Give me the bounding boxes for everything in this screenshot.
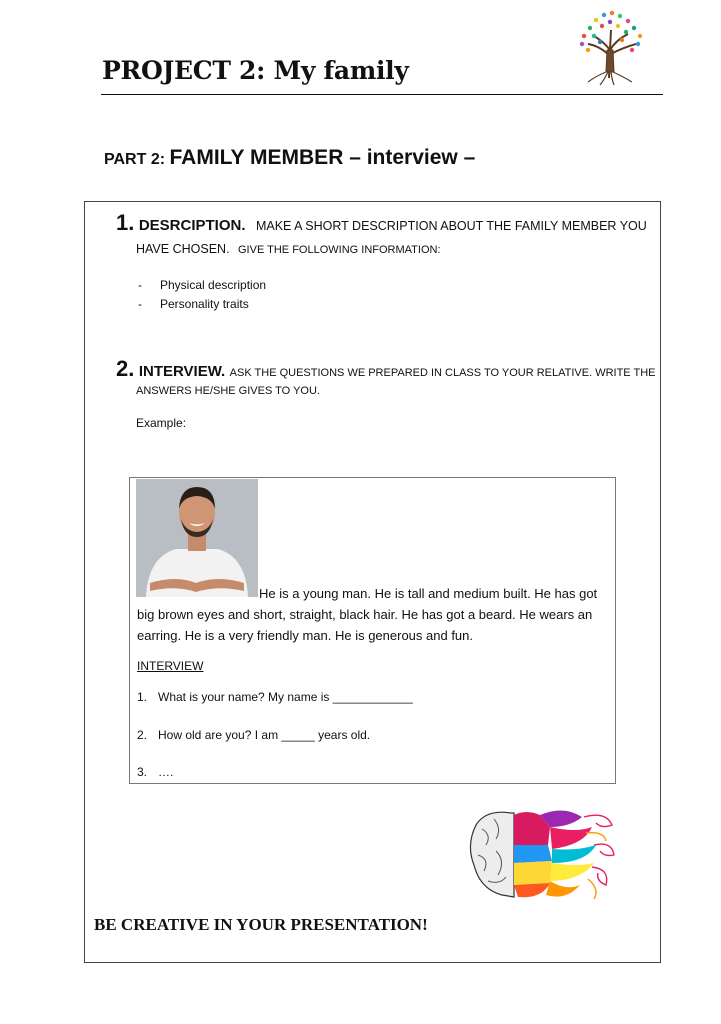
- question-text: What is your name? My name is ____________: [158, 690, 413, 704]
- description-line-2: big brown eyes and short, straight, black hair. He has got a beard. He wears an: [137, 607, 593, 622]
- section2-number: 2.: [116, 356, 135, 381]
- section1-heading: DESRCIPTION.: [138, 217, 246, 234]
- question-number: 2.: [137, 728, 148, 742]
- part-heading: [104, 146, 475, 170]
- section1-instruction-line2: [136, 240, 441, 258]
- bullet-text: Physical description: [160, 278, 267, 292]
- section1-number: 1.: [116, 210, 135, 235]
- question-number: 3.: [137, 765, 148, 779]
- bullet-text: Personality traits: [160, 297, 249, 311]
- interview-heading: INTERVIEW: [137, 659, 204, 673]
- bullet-dash: -: [138, 297, 142, 311]
- section1-instruction-2b: GIVE THE FOLLOWING INFORMATION:: [238, 244, 441, 256]
- interview-question: [137, 765, 173, 779]
- bullet-item: [138, 278, 266, 292]
- section1-heading-line: [116, 210, 647, 236]
- section2-instruction-1: ASK THE QUESTIONS WE PREPARED IN CLASS TO YOUR RELATIVE. WRITE THE: [229, 367, 656, 379]
- family-tree-icon: [574, 6, 650, 86]
- description-line-1: He is a young man. He is tall and medium built. He has got: [259, 586, 598, 601]
- smiling-man-photo: [136, 479, 258, 597]
- bullet-item: [138, 297, 249, 311]
- part-prefix: PART 2:: [104, 151, 166, 168]
- description-line-3: earring. He is a very friendly man. He is generous and fun.: [137, 628, 474, 643]
- part-title: FAMILY MEMBER – interview –: [169, 146, 476, 169]
- example-label: Example:: [136, 416, 187, 430]
- question-number: 1.: [137, 690, 148, 704]
- be-creative-text: BE CREATIVE IN YOUR PRESENTATION!: [94, 915, 428, 934]
- page-title: PROJECT 2: My family: [102, 56, 409, 85]
- section2-instruction-2: ANSWERS HE/SHE GIVES TO YOU.: [136, 385, 320, 397]
- question-text: ….: [158, 765, 174, 779]
- question-text: How old are you? I am _____ years old.: [158, 728, 371, 742]
- bullet-dash: -: [138, 278, 142, 292]
- interview-question: [137, 690, 413, 704]
- interview-question: [137, 728, 370, 742]
- title-divider: [101, 94, 663, 95]
- section1-instruction-1: MAKE A SHORT DESCRIPTION ABOUT THE FAMILY MEMBER YOU: [255, 219, 647, 233]
- colorful-brain-icon: [466, 805, 618, 905]
- section2-heading: INTERVIEW.: [138, 363, 226, 380]
- section2-heading-line: [116, 356, 656, 382]
- section1-instruction-2a: HAVE CHOSEN.: [136, 242, 230, 256]
